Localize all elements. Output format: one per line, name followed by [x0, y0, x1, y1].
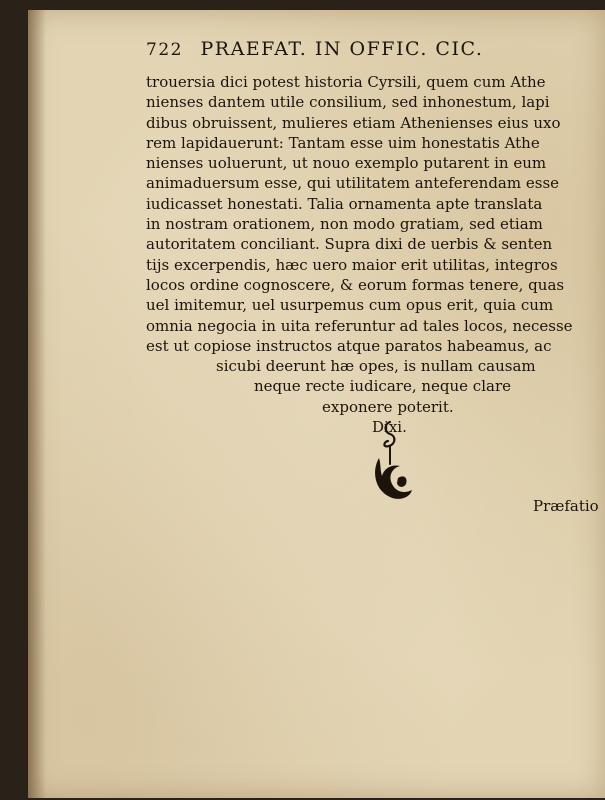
- text-line: dibus obruissent, mulieres etiam Athenienses eius uxo: [146, 113, 561, 132]
- closing-line: exponere poterit.: [322, 397, 454, 416]
- text-line: locos ordine cognoscere, & eorum formas tenere, quas: [146, 275, 565, 294]
- signoff: Dixi.: [372, 418, 407, 437]
- text-line: iudicasset honestati. Talia ornamenta apte translata: [146, 194, 543, 213]
- running-title: PRAEFAT. IN OFFIC. CIC.: [200, 38, 484, 60]
- running-head: [146, 38, 586, 60]
- text-line: rem lapidauerunt: Tantam esse uim honestatis Athe: [146, 133, 540, 152]
- page-gutter-shadow: [28, 10, 46, 798]
- text-line: animaduersum esse, qui utilitatem anteferendam esse: [146, 174, 560, 193]
- text-line: in nostram orationem, non modo gratiam, sed etiam: [146, 215, 543, 234]
- closing-line: neque recte iudicare, neque clare: [254, 377, 511, 396]
- text-line: omnia negocia in uita referuntur ad tales locos, necesse: [146, 316, 573, 335]
- book-page: [28, 10, 605, 798]
- page-number: 722: [146, 40, 183, 60]
- fleuron-icon: [370, 418, 414, 504]
- body-text: [146, 72, 605, 437]
- text-line: tijs excerpendis, hæc uero maior erit utilitas, integros: [146, 255, 558, 274]
- text-line: nienses dantem utile consilium, sed inhonestum, lapi: [146, 93, 550, 112]
- closing-line: sicubi deerunt hæ opes, is nullam causam: [216, 357, 536, 376]
- text-line: nienses uoluerunt, ut nouo exemplo putarent in eum: [146, 154, 547, 173]
- text-line: est ut copiose instructos atque paratos habeamus, ac: [146, 336, 552, 355]
- text-line: autoritatem conciliant. Supra dixi de uerbis & senten: [146, 235, 553, 254]
- text-line: trouersia dici potest historia Cyrsili, quem cum Athe: [146, 73, 546, 91]
- text-line: uel imitemur, uel usurpemus cum opus erit, quia cum: [146, 296, 554, 315]
- catchword: Præfatio: [533, 497, 599, 515]
